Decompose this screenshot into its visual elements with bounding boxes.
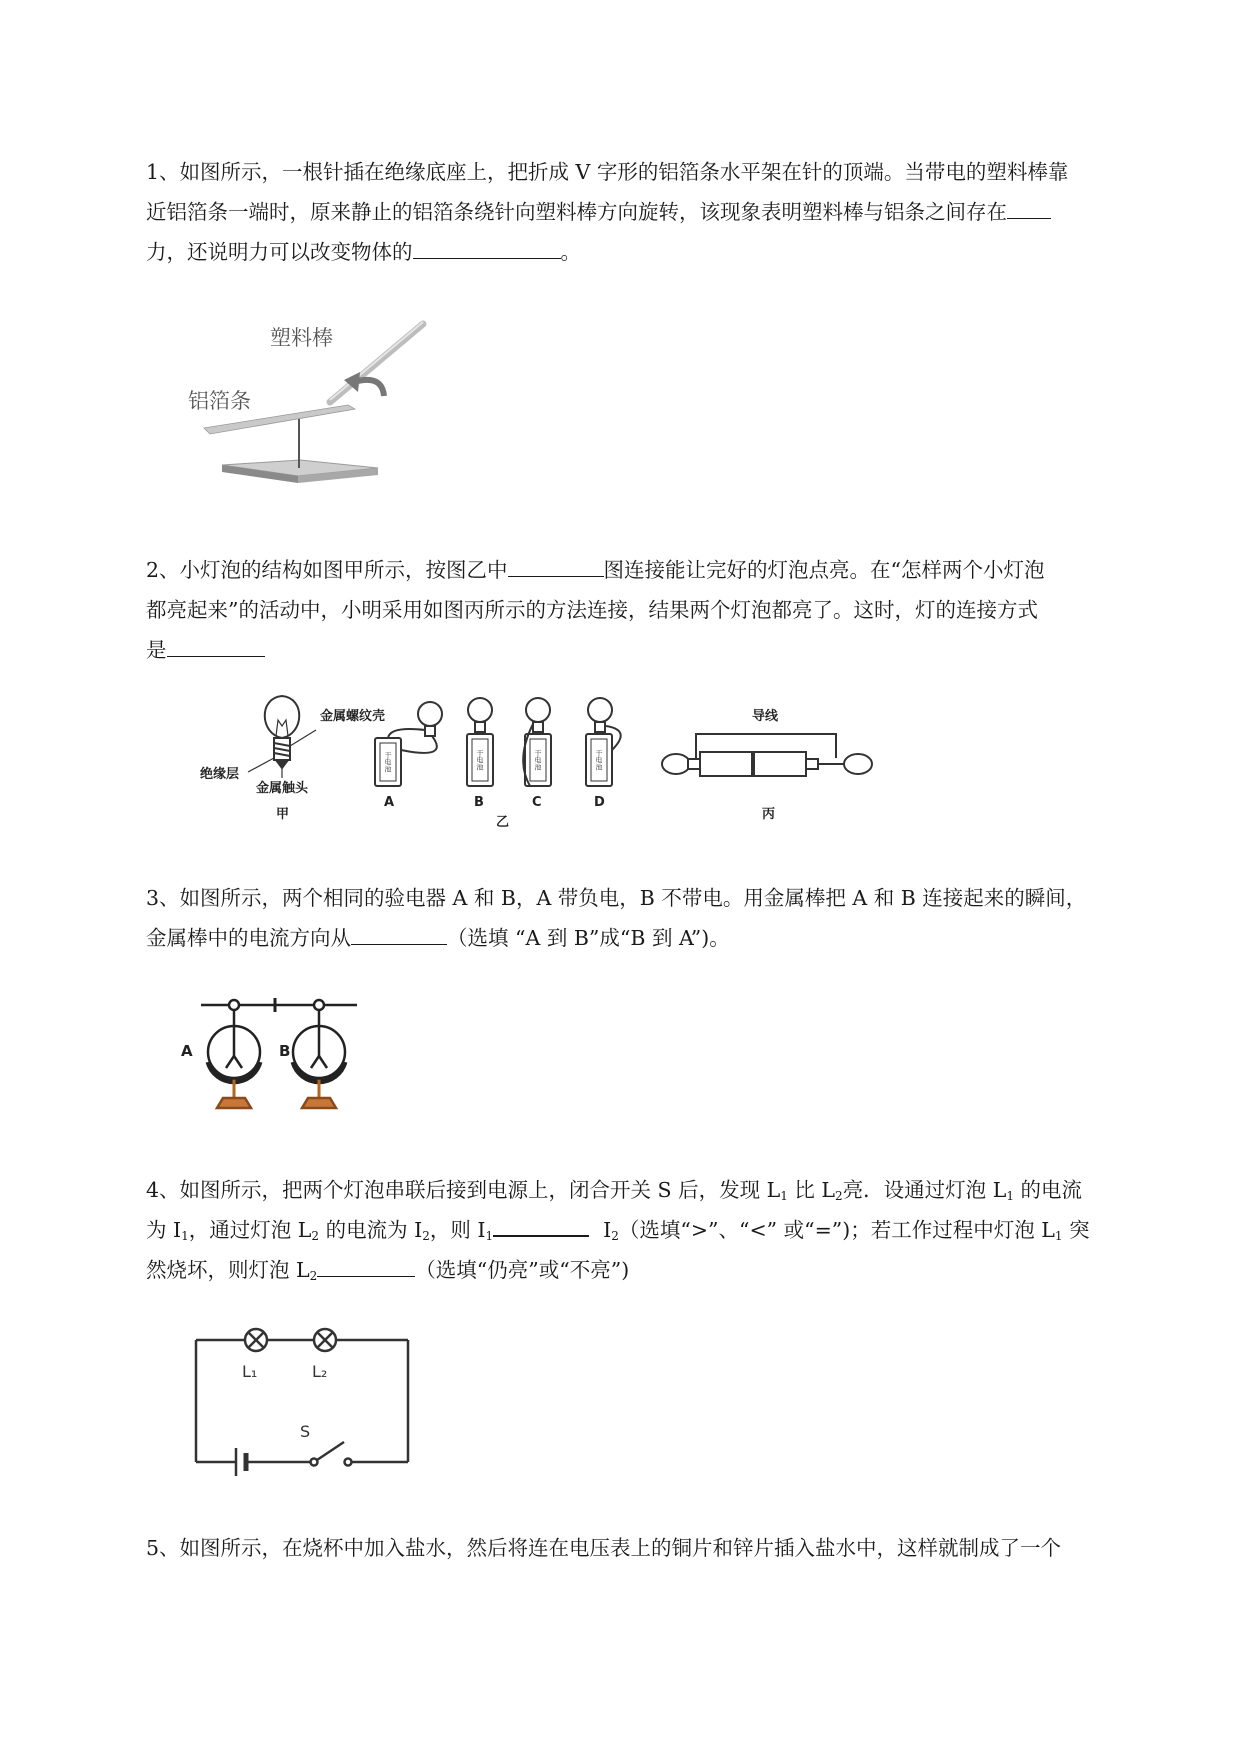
- q1-blank-1[interactable]: [1007, 198, 1051, 219]
- q4-l2-sub3: 2: [422, 1229, 430, 1243]
- q4-l2-t1: ，通过灯泡 L: [188, 1218, 312, 1242]
- label-switch-s: S: [300, 1422, 311, 1441]
- label-figure-jia: 甲: [276, 807, 290, 822]
- label-metal-shell: 金属螺纹壳: [320, 709, 386, 724]
- label-option-b: B: [474, 795, 484, 810]
- label-option-d: D: [594, 795, 605, 810]
- q3-line-2: [146, 918, 1156, 958]
- label-foil-strip: 铝箔条: [188, 389, 251, 413]
- q2-line-2: 都亮起来”的活动中，小明采用如图丙所示的方法连接，结果两个灯泡都亮了。这时，灯的连接方式: [146, 598, 1038, 622]
- battery-option-a: [375, 702, 442, 786]
- battery-option-c: [523, 698, 551, 786]
- question-1: [146, 152, 1156, 272]
- question-2: [146, 550, 1156, 670]
- switch-icon: [317, 1442, 344, 1460]
- q4-l2-t0: 为 I: [146, 1218, 182, 1242]
- label-l1: L₁: [242, 1362, 258, 1381]
- label-wire: 导线: [752, 709, 779, 724]
- q3-figure: [175, 990, 375, 1130]
- question-5: [146, 1528, 1156, 1568]
- bulb-l2-icon: [314, 1329, 336, 1351]
- q4-line-1: [146, 1170, 1156, 1210]
- battery-option-d: [586, 698, 621, 786]
- battery-option-b: [467, 698, 493, 786]
- q2-line-1-text: 2、小灯泡的结构如图甲所示，按图乙中: [146, 558, 508, 582]
- q4-l3-sub1: 2: [309, 1269, 318, 1283]
- electroscope-a: [208, 1000, 260, 1108]
- q4-l2-sub2: 2: [311, 1229, 320, 1243]
- label-electroscope-b: B: [279, 1042, 291, 1060]
- q5-line-1: 5、如图所示，在烧杯中加入盐水，然后将连在电压表上的铜片和锌片插入盐水中，这样就制成了一个: [146, 1536, 1062, 1560]
- battery-label-d: 干电池: [595, 749, 603, 771]
- q2-blank-2[interactable]: [167, 636, 265, 657]
- question-4: [146, 1170, 1156, 1290]
- q4-l3-t1: （选填“仍亮”或“不亮”): [415, 1258, 630, 1282]
- q4-line-3: [146, 1250, 1156, 1290]
- label-option-c: C: [532, 795, 542, 810]
- plastic-rod: [330, 324, 423, 402]
- q4-l1-t0: 4、如图所示，把两个灯泡串联后接到电源上，闭合开关 S 后，发现 L: [146, 1178, 781, 1202]
- q4-blank-2[interactable]: [317, 1256, 415, 1277]
- q2-blank-1[interactable]: [508, 556, 604, 577]
- q1-figure: [180, 310, 450, 510]
- two-bulbs-wire-diagram: [662, 734, 872, 776]
- label-metal-contact: 金属触头: [256, 781, 309, 796]
- q4-l2-sub4: 1: [485, 1229, 494, 1243]
- q1-line-3: [146, 232, 1156, 272]
- q1-line-2-text: 近铝箔条一端时，原来静止的铝箔条绕针向塑料棒方向旋转，该现象表明塑料棒与铝条之间存在: [146, 200, 1007, 224]
- label-option-a: A: [384, 795, 395, 810]
- q1-line-1: 1、如图所示，一根针插在绝缘底座上，把折成 V 字形的铝箔条水平架在针的顶端。当带电的塑料棒靠: [146, 160, 1069, 184]
- bulb-l1-icon: [245, 1329, 267, 1351]
- q3-line-2-text: 金属棒中的电流方向从: [146, 926, 351, 950]
- label-plastic-rod: 塑料棒: [270, 326, 333, 350]
- q3-blank-1[interactable]: [351, 924, 447, 945]
- q2-line-3-text: 是: [146, 638, 167, 662]
- q1-blank-2[interactable]: [413, 238, 561, 259]
- q4-line-2: [146, 1210, 1156, 1250]
- q4-blank-1[interactable]: [493, 1215, 589, 1237]
- q4-l1-t3: 的电流: [1013, 1178, 1082, 1202]
- label-l2: L₂: [312, 1362, 328, 1381]
- q4-l1-sub2: 2: [835, 1189, 843, 1203]
- q4-l1-t2: 亮．设通过灯泡 L: [842, 1178, 1007, 1202]
- bulb-structure-diagram: [248, 696, 316, 778]
- label-figure-yi: 乙: [496, 815, 510, 830]
- question-3: [146, 878, 1156, 958]
- battery-label-a: 干电池: [384, 751, 392, 773]
- q1-line-2: [146, 192, 1156, 232]
- q4-l2-sub5: 2: [611, 1229, 619, 1243]
- q4-l1-sub3: 1: [1006, 1189, 1014, 1203]
- q1-line-3-end: 。: [560, 240, 581, 264]
- battery-label-c: 干电池: [534, 749, 542, 771]
- battery-label-b: 干电池: [476, 749, 484, 771]
- q4-l1-sub1: 1: [780, 1189, 788, 1203]
- q4-l2-sub6: 1: [1054, 1229, 1063, 1243]
- q2-figure: [170, 690, 910, 840]
- q4-l3-t0: 然烧坏，则灯泡 L: [146, 1258, 310, 1282]
- electroscope-b: [293, 1000, 345, 1108]
- q4-l2-t2: 的电流为 I: [319, 1218, 423, 1242]
- label-insulator: 绝缘层: [200, 767, 240, 782]
- q4-l1-t1: 比 L: [787, 1178, 836, 1202]
- q2-line-1-text-b: 图连接能让完好的灯泡点亮。在“怎样两个小灯泡: [603, 558, 1045, 582]
- label-figure-bing: 丙: [762, 807, 776, 822]
- q2-line-1: [146, 550, 1156, 590]
- label-electroscope-a: A: [181, 1042, 193, 1060]
- q4-l2-t4: I: [603, 1218, 612, 1242]
- q4-l2-t3: ，则 I: [429, 1218, 486, 1242]
- q4-l2-t5: （选填“>”、“<” 或“=”)；若工作过程中灯泡 L: [618, 1218, 1055, 1242]
- q3-line-1: 3、如图所示，两个相同的验电器 A 和 B，A 带负电，B 不带电。用金属棒把 A 和 B 连接起来的瞬间，: [146, 886, 1087, 910]
- q1-line-3-text: 力，还说明力可以改变物体的: [146, 240, 413, 264]
- q4-l2-t6: 突: [1062, 1218, 1090, 1242]
- q3-line-2-text-b: （选填 “A 到 B”成“B 到 A”)。: [447, 926, 730, 950]
- q4-figure: [188, 1315, 428, 1485]
- q4-l2-sub1: 1: [181, 1229, 189, 1243]
- q2-line-3: [146, 630, 1156, 670]
